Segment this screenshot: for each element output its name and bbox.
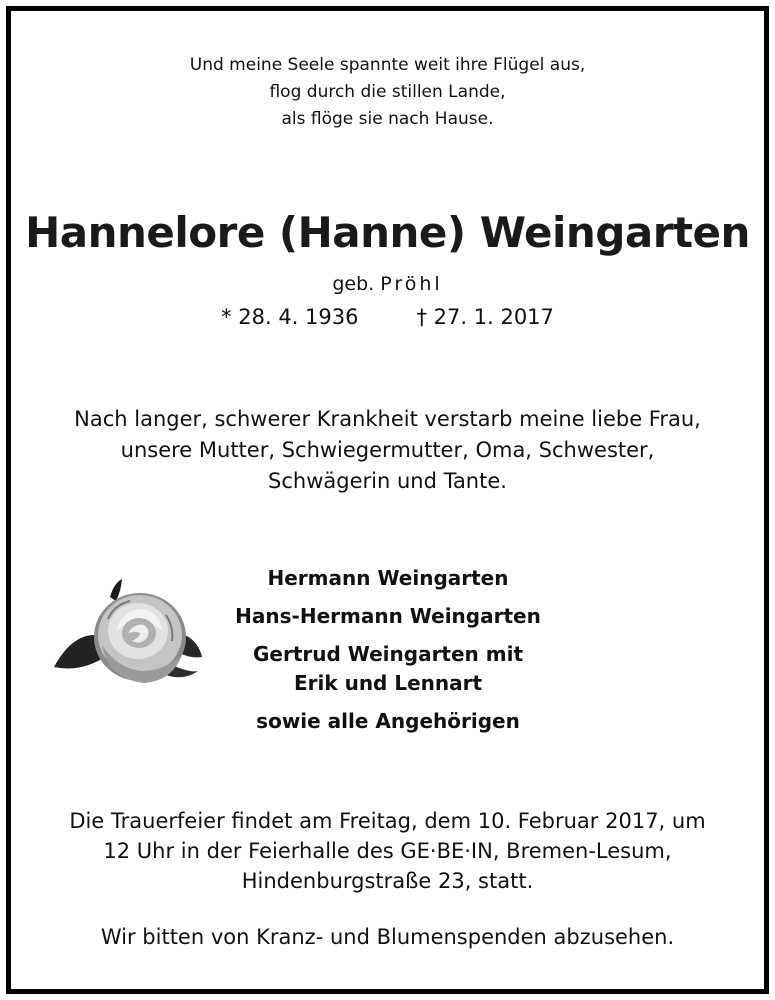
birth-name-prefix: geb. <box>332 273 375 295</box>
mourner-3: Gertrud Weingarten mit <box>252 642 524 666</box>
funeral-line-3: Hindenburgstraße 23, statt. <box>241 869 534 893</box>
funeral-line-1: Die Trauerfeier findet am Freitag, dem 10. Februar 2017, um <box>69 809 706 833</box>
poem <box>11 52 764 133</box>
birth-date: * 28. 4. 1936 <box>221 305 359 329</box>
poem-line-2: flog durch die stillen Lande, <box>269 82 506 102</box>
poem-line-1: Und meine Seele spannte weit ihre Flügel aus, <box>189 55 586 75</box>
deceased-name: Hannelore (Hanne) Weingarten <box>25 208 750 257</box>
mourner-4: Erik und Lennart <box>293 671 483 695</box>
funeral-info <box>11 806 764 896</box>
birth-name-surname: Pröhl <box>380 273 443 295</box>
message-line-2: unsere Mutter, Schwiegermutter, Oma, Schwester, <box>120 438 655 462</box>
message-line-3: Schwägerin und Tante. <box>268 469 507 493</box>
rose-icon <box>48 575 208 695</box>
death-message <box>11 404 764 497</box>
mourners-others: sowie alle Angehörigen <box>256 709 520 733</box>
message-line-1: Nach langer, schwerer Krankheit verstarb meine liebe Frau, <box>74 407 701 431</box>
mourner-1: Hermann Weingarten <box>267 566 509 590</box>
birth-name <box>11 273 764 295</box>
death-date: † 27. 1. 2017 <box>416 305 554 329</box>
life-dates <box>11 305 764 329</box>
closing-note: Wir bitten von Kranz- und Blumenspenden abzusehen. <box>100 925 675 949</box>
poem-line-3: als flöge sie nach Hause. <box>281 109 494 129</box>
funeral-line-2: 12 Uhr in der Feierhalle des GE·BE·IN, Bremen-Lesum, <box>103 839 672 863</box>
mourners-list <box>210 564 566 736</box>
mourner-2: Hans-Hermann Weingarten <box>235 604 541 628</box>
